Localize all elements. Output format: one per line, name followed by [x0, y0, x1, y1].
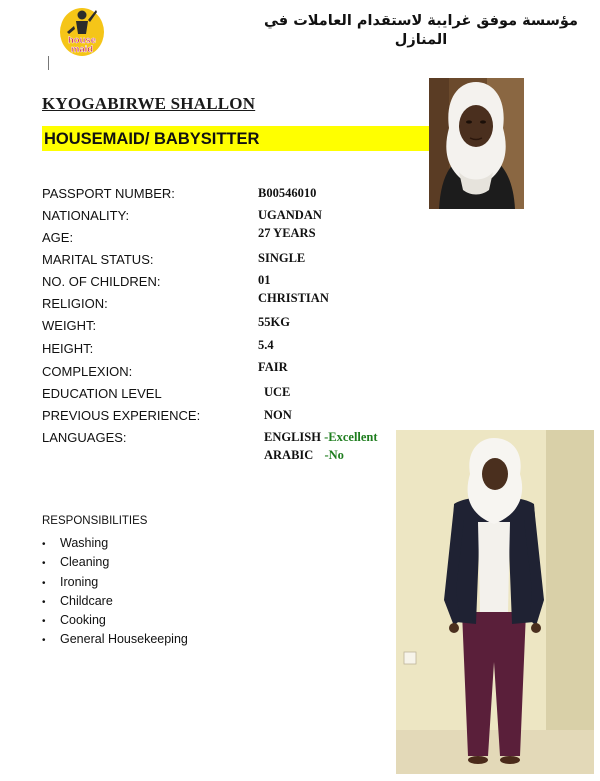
list-item-text: Cleaning — [60, 555, 110, 570]
value-nationality: UGANDAN — [258, 208, 322, 222]
label-religion: RELIGION: — [42, 296, 108, 311]
value-religion: CHRISTIAN — [258, 291, 329, 305]
label-previous-experience: PREVIOUS EXPERIENCE: — [42, 408, 201, 423]
language-level: -Excellent — [324, 430, 378, 444]
responsibilities-title: RESPONSIBILITIES — [42, 515, 148, 527]
value-previous-experience: NON — [264, 408, 292, 422]
candidate-name: KYOGABIRWE SHALLON — [42, 94, 256, 113]
value-children: 01 — [258, 273, 271, 287]
list-item-text: General Housekeeping — [60, 632, 188, 647]
value-complexion: FAIR — [258, 360, 288, 374]
list-item — [42, 573, 188, 592]
list-item — [42, 611, 188, 630]
value-passport-number: B00546010 — [258, 186, 317, 200]
job-title: HOUSEMAID/ BABYSITTER — [44, 130, 260, 148]
language-row — [264, 448, 344, 463]
list-item — [42, 553, 188, 572]
label-height: HEIGHT: — [42, 341, 94, 356]
label-languages: LANGUAGES: — [42, 430, 127, 445]
agency-name-line-2: المنازل — [394, 32, 448, 48]
label-complexion: COMPLEXION: — [42, 364, 133, 379]
value-age: 27 YEARS — [258, 226, 316, 240]
bullet-icon: • — [42, 596, 46, 608]
list-item — [42, 630, 188, 649]
language-row — [264, 430, 378, 445]
portrait-photo — [429, 78, 524, 209]
logo-text-house: house — [68, 35, 96, 46]
bullet-icon: • — [42, 539, 46, 550]
label-age: AGE: — [42, 230, 74, 245]
list-item-text: Ironing — [60, 574, 99, 589]
label-children: NO. OF CHILDREN: — [42, 274, 161, 289]
bullet-icon: • — [42, 616, 46, 628]
full-body-photo — [396, 430, 594, 774]
list-item-text: Childcare — [60, 593, 113, 608]
responsibilities-list — [42, 534, 188, 650]
label-marital-status: MARITAL STATUS: — [42, 252, 154, 267]
list-item — [42, 592, 188, 611]
logo-text-maid: maid — [70, 44, 94, 55]
list-item-text: Cooking — [60, 613, 106, 628]
value-marital-status: SINGLE — [258, 251, 306, 265]
agency-name-line-1: مؤسسة موفق غرايبة لاستقدام العاملات في — [264, 13, 578, 29]
list-item-text: Washing — [60, 536, 109, 550]
label-weight: WEIGHT: — [42, 318, 97, 333]
agency-name-arabic — [262, 12, 580, 50]
language-name: ARABIC — [264, 448, 314, 462]
value-education-level: UCE — [264, 385, 291, 399]
label-passport-number: PASSPORT NUMBER: — [42, 186, 175, 201]
bullet-icon: • — [42, 558, 46, 570]
language-level: -No — [324, 448, 344, 462]
value-height: 5.4 — [258, 338, 274, 352]
house-maid-logo — [58, 4, 106, 58]
language-name: ENGLISH — [264, 430, 321, 444]
bullet-icon: • — [42, 635, 46, 647]
logo-divider — [48, 56, 49, 70]
bullet-icon: • — [42, 577, 46, 589]
label-nationality: NATIONALITY: — [42, 208, 130, 223]
list-item — [42, 534, 188, 553]
value-weight: 55KG — [258, 315, 290, 329]
label-education-level: EDUCATION LEVEL — [42, 386, 162, 401]
